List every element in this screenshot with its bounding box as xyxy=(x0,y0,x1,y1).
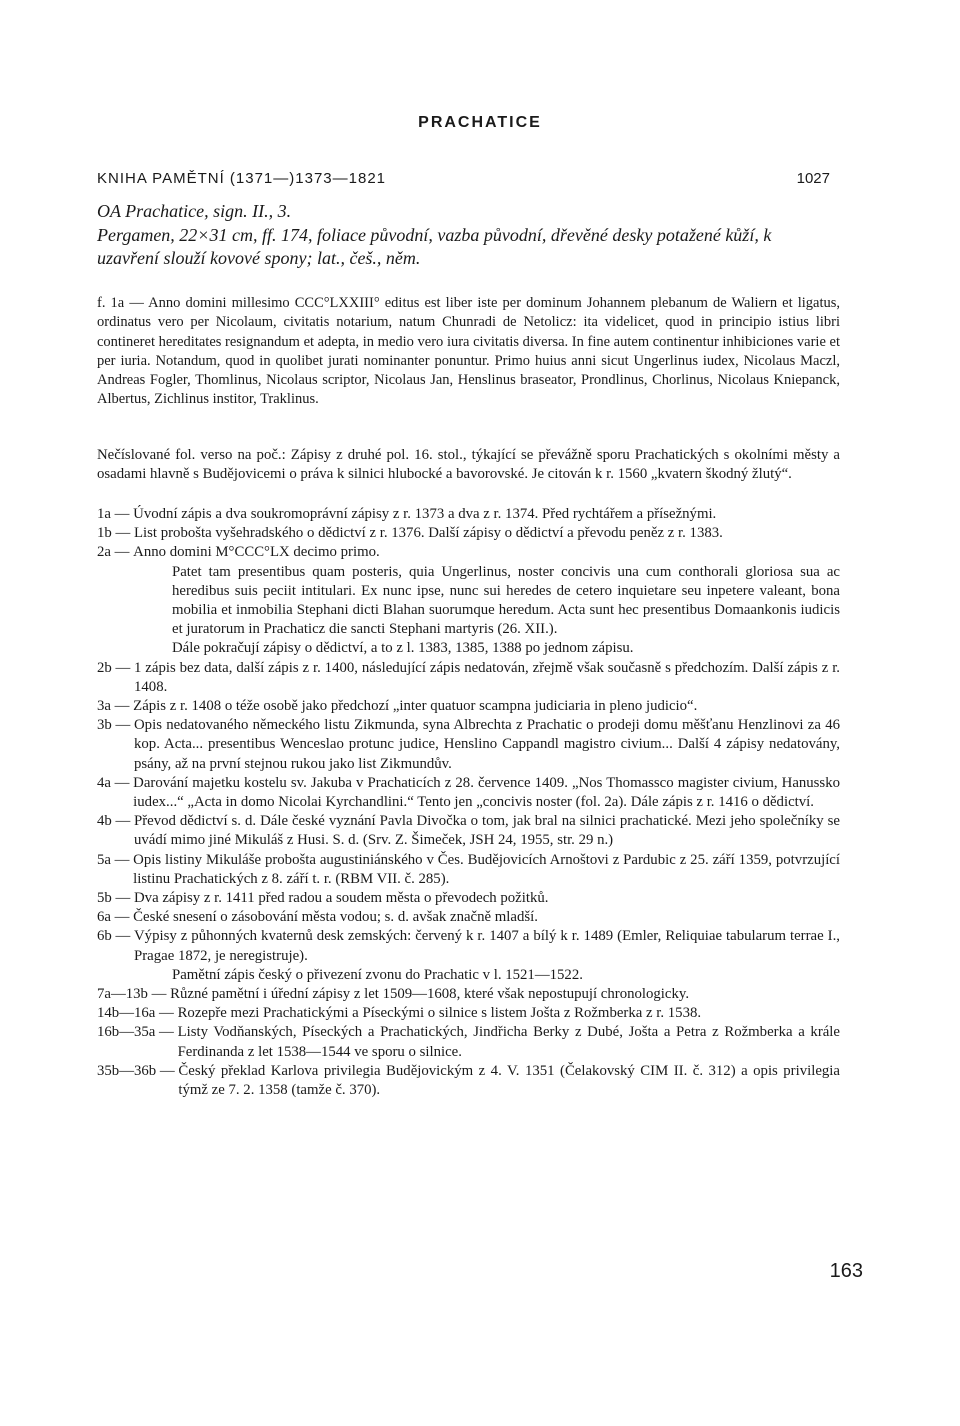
folio-text: Opis nedatovaného německého listu Zikmunda, syna Albrechta z Prachatic o prodeji domu měšťanu Henzlinovi za 46 kop. Acta... presentibus Wenceslao protunc judice, Henslino Cappandl magistro civium... Další 4 zápisy nedatovány, psány, až na první stejnou rukou jako list Zikmundův. xyxy=(134,717,840,772)
folio-text: Převod dědictví s. d. Dále české vyznání Pavla Divočka o tom, jak bral na silnici prachatické. Mezi jeho společníky se uvádí mimo jiné Mikuláš z Husi. S. d. (Srv. Z. Šimeček, JSH 24, 1955, str. 29 n.) xyxy=(134,813,840,849)
folio-entry xyxy=(97,697,840,716)
record-number: 1027 xyxy=(796,170,830,187)
folio-text: Český překlad Karlova privilegia Budějovickým z 4. V. 1351 (Čelakovský CIM II. č. 312) a opis privilegia týmž ze 7. 2. 1358 (tamže č. 370). xyxy=(178,1062,840,1099)
folio-entry xyxy=(97,985,840,1004)
folio-label: 6b — xyxy=(97,928,134,945)
folio-label: 3a — xyxy=(97,698,134,715)
folio-label: 5b — xyxy=(97,890,134,907)
folio-text: Zápis z r. 1408 o téže osobě jako předchozí „inter quatuor scampna judiciaria in pleno judicio“. xyxy=(133,698,698,715)
folio-text: Dále pokračují zápisy o dědictví, a to z l. 1383, 1385, 1388 po jednom zápisu. xyxy=(172,640,634,657)
folio-text: Darování majetku kostelu sv. Jakuba v Prachaticích z 28. července 1409. „Nos Thomassco magister civium, Hanussko iudex...“ „Acta in domo Nicolai Kyrchandlini.“ Tento jen „concivis noster (fol. 2a). Dále zápis z r. 1416 o dědictví. xyxy=(133,774,840,811)
folio-label: 1b — xyxy=(97,525,134,542)
folio-entry xyxy=(97,639,840,658)
folio-entry xyxy=(97,659,840,697)
folio-label: 35b—36b — xyxy=(97,1062,179,1079)
folio-text: Patet tam presentibus quam posteris, quia Ungerlinus, noster concivis una cum conthorali gloriosa sua ac heredibus suis peciit intitulari. Ex nunc ipse, nunc sui heredes de cetero inquietare seu inpetere valeant, bona mobilia et inmobilia Stephani dicti Blahan suorumque heredum. Acta sunt hec presentibus Domaankonis iudicis et juratorum in Prachaticz die sancti Stephani martyris (26. XII.). xyxy=(172,563,840,638)
folio-entry xyxy=(97,563,840,640)
folio-entry xyxy=(97,774,840,812)
folio-label: 4b — xyxy=(97,813,134,830)
latin-intro-text: Anno domini millesimo CCC°LXXIII° editus est liber iste per dominum Johannem plebanum de Waliern et ligatus, ordinatus vero per Nicolaum, civitatis notarium, natum Chunradi de Netolicz: ita videlicet, quod in principio istius libri contineret hereditates resignandum et adepta, in medio vero iura civitatis diversa. In fine autem continentur inhibiciones varie et per iuria. Notandum, quod in quolibet jurati nominanter ponuntur. Primo huius anni sicut Ungerlinus iudex, Nicolaus Maczl, Andreas Fogler, Thomlinus, Nicolaus scriptor, Nicolaus Jan, Henslinus braseator, Prondlinus, Chorlinus, Nicolaus Kniepanck, Albertus, Zichlinus institor, Traklinus. xyxy=(97,295,841,408)
folio-text: Různé pamětní i úřední zápisy z let 1509—1608, které však nepostupují chronologicky. xyxy=(170,986,690,1003)
folio-entry xyxy=(97,851,840,889)
folio-label: 1a — xyxy=(97,506,134,522)
folio-text: Rozepře mezi Prachatickými a Píseckými o silnice s listem Jošta z Rožmberka z r. 1538. xyxy=(177,1005,702,1022)
folio-label: 5a — xyxy=(97,851,134,868)
folio-entry xyxy=(97,966,840,985)
folio-entry xyxy=(97,889,840,908)
folio-entry xyxy=(97,908,840,927)
folio-label: 2a — xyxy=(97,544,134,561)
folio-entry xyxy=(97,1004,840,1023)
physical-description: Pergamen, 22×31 cm, ff. 174, foliace původní, vazba původní, dřevěné desky potažené kůží, k uzavření slouží kovové spony; lat., češ., něm. xyxy=(97,225,772,268)
folio-entry xyxy=(97,812,840,850)
folio-text: České snesení o zásobování města vodou; s. d. avšak značně mladší. xyxy=(133,909,538,926)
record-heading xyxy=(97,170,830,194)
folio-text: Pamětní zápis český o přivezení zvonu do Prachatic v l. 1521—1522. xyxy=(172,966,583,983)
record-title: KNIHA PAMĚTNÍ (1371—)1373—1821 xyxy=(97,170,387,187)
folio-entry xyxy=(97,927,840,965)
folio-label: 16b—35a — xyxy=(97,1024,178,1041)
folio-text: Listy Vodňanských, Píseckých a Prachatických, Jindřicha Berky z Dubé, Jošta a Petra z Rožmberka a krále Ferdinanda z let 1538—1544 ve sporu o silnice. xyxy=(177,1024,840,1060)
folio-entry xyxy=(97,543,840,562)
folio-entry xyxy=(97,1062,840,1100)
folio-text: Dva zápisy z r. 1411 před radou a soudem města o převodech požitků. xyxy=(134,890,549,907)
folio-text: Výpisy z půhonných kvaternů desk zemských: červený k r. 1407 a bílý k r. 1489 (Emler, Reliquiae tabularum terrae I., Pragae 1872, je neregistruje). xyxy=(134,928,840,964)
folio-text: List proboštа vyšehradského o dědictví z r. 1376. Další zápisy o dědictví a převodu peněz z r. 1383. xyxy=(134,525,723,542)
unnumbered-folio-note: Nečíslované fol. verso na poč.: Zápisy z druhé pol. 16. stol., týkající se převážně sporu Prachatických s okolními městy a osadami hlavně s Budějovicemi o práva k silnici hlubocké a bavorovské. Je citován k r. 1560 „kvatern škodný žlutý“. xyxy=(97,447,840,483)
archive-signature: OA Prachatice, sign. II., 3. xyxy=(97,201,292,221)
folio-label: 2b — xyxy=(97,659,134,676)
folio-entry xyxy=(97,716,840,774)
page-number: 163 xyxy=(829,1260,863,1282)
folio-label: 3b — xyxy=(97,717,134,734)
folio-text: Úvodní zápis a dva soukromoprávní zápisy z r. 1373 a dva z r. 1374. Před rychtářem a přísežnými. xyxy=(133,506,717,522)
folio-label: 6a — xyxy=(97,909,134,926)
latin-intro-label: f. 1a — xyxy=(97,295,144,311)
folio-entries xyxy=(97,505,840,1100)
folio-entry xyxy=(97,1023,840,1061)
folio-text: Opis listiny Mikuláše probošta augustiniánského v Čes. Budějovicích Arnoštovi z Pardubic z 25. září 1359, potvrzující listinu Prachatických z 8. září t. r. (RBM VII. č. 285). xyxy=(133,851,840,887)
running-head: PRACHATICE xyxy=(418,114,542,131)
latin-intro xyxy=(97,294,840,410)
folio-entry xyxy=(97,524,840,543)
folio-label: 4a — xyxy=(97,774,134,791)
folio-text: Anno domini M°CCC°LX decimo primo. xyxy=(133,544,380,561)
folio-label: 7a—13b — xyxy=(97,986,171,1003)
folio-text: 1 zápis bez data, další zápis z r. 1400, následující zápis nedatován, zřejmě však současně s předchozím. Další zápis z r. 1408. xyxy=(134,659,840,695)
folio-label: 14b—16a — xyxy=(97,1005,178,1022)
folio-entry xyxy=(97,505,840,524)
